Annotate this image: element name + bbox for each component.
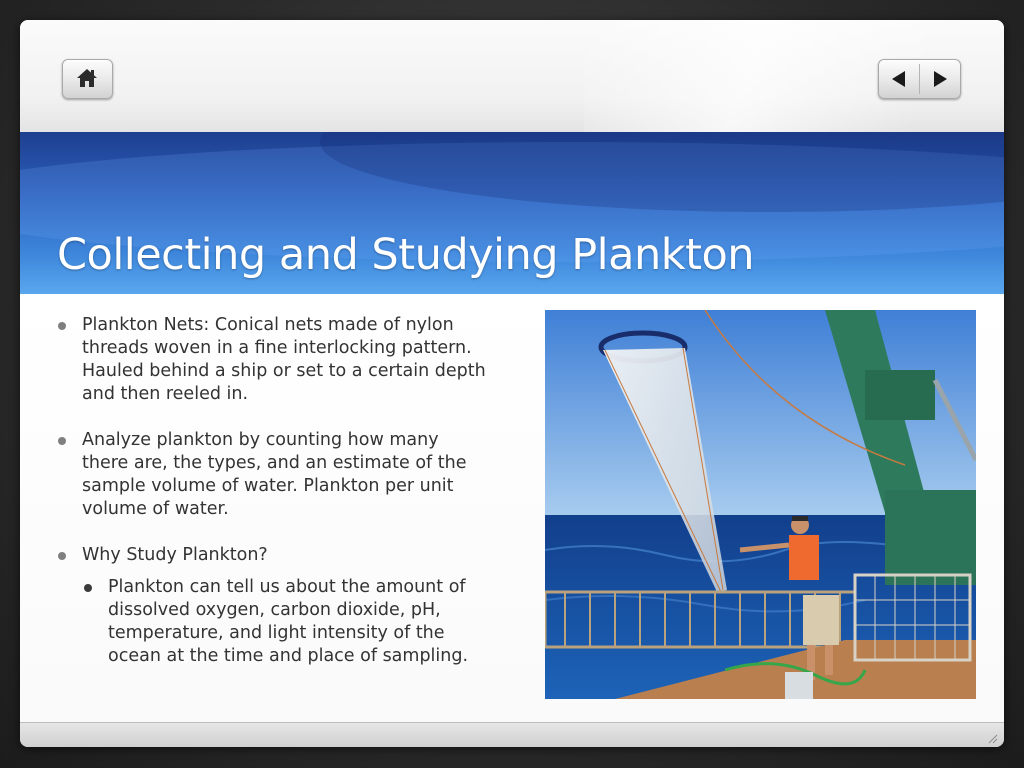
sub-bullet-text: Plankton can tell us about the amount of dissolved oxygen, carbon dioxide, pH, temperature, and light intensity of the ocean at the time and place of sampling. [108, 577, 469, 666]
bullet-item [56, 429, 486, 521]
bullet-item [56, 544, 486, 567]
bullet-dot [58, 437, 66, 445]
bullet-text: Analyze plankton by counting how many there are, the types, and an estimate of the sample volume of water. Plankton per unit volume of water. [82, 430, 467, 519]
bottom-bar [20, 722, 1004, 747]
sub-bullet-item [82, 576, 486, 668]
bullet-list [56, 314, 486, 668]
plankton-net-photo [545, 310, 976, 699]
slide [20, 20, 1004, 747]
photo-illustration [545, 310, 976, 699]
slide-navigation [878, 59, 961, 99]
bullet-dot [84, 584, 92, 592]
bullet-item [56, 314, 486, 406]
slide-title: Collecting and Studying Plankton [57, 230, 755, 280]
resize-grip-icon[interactable] [986, 732, 998, 744]
home-button[interactable] [62, 59, 113, 99]
previous-slide-button[interactable] [879, 60, 919, 98]
bullet-dot [58, 322, 66, 330]
title-banner [20, 132, 1004, 294]
slide-content [20, 294, 1004, 722]
bullet-dot [58, 552, 66, 560]
bullet-text: Why Study Plankton? [82, 545, 268, 565]
next-slide-button[interactable] [920, 60, 960, 98]
bullet-text: Plankton Nets: Conical nets made of nylon threads woven in a fine interlocking pattern. Hauled behind a ship or set to a certain depth and then reeled in. [82, 315, 486, 404]
home-icon [76, 68, 98, 88]
top-toolbar [20, 20, 1004, 132]
triangle-left-icon [890, 70, 908, 88]
triangle-right-icon [931, 70, 949, 88]
